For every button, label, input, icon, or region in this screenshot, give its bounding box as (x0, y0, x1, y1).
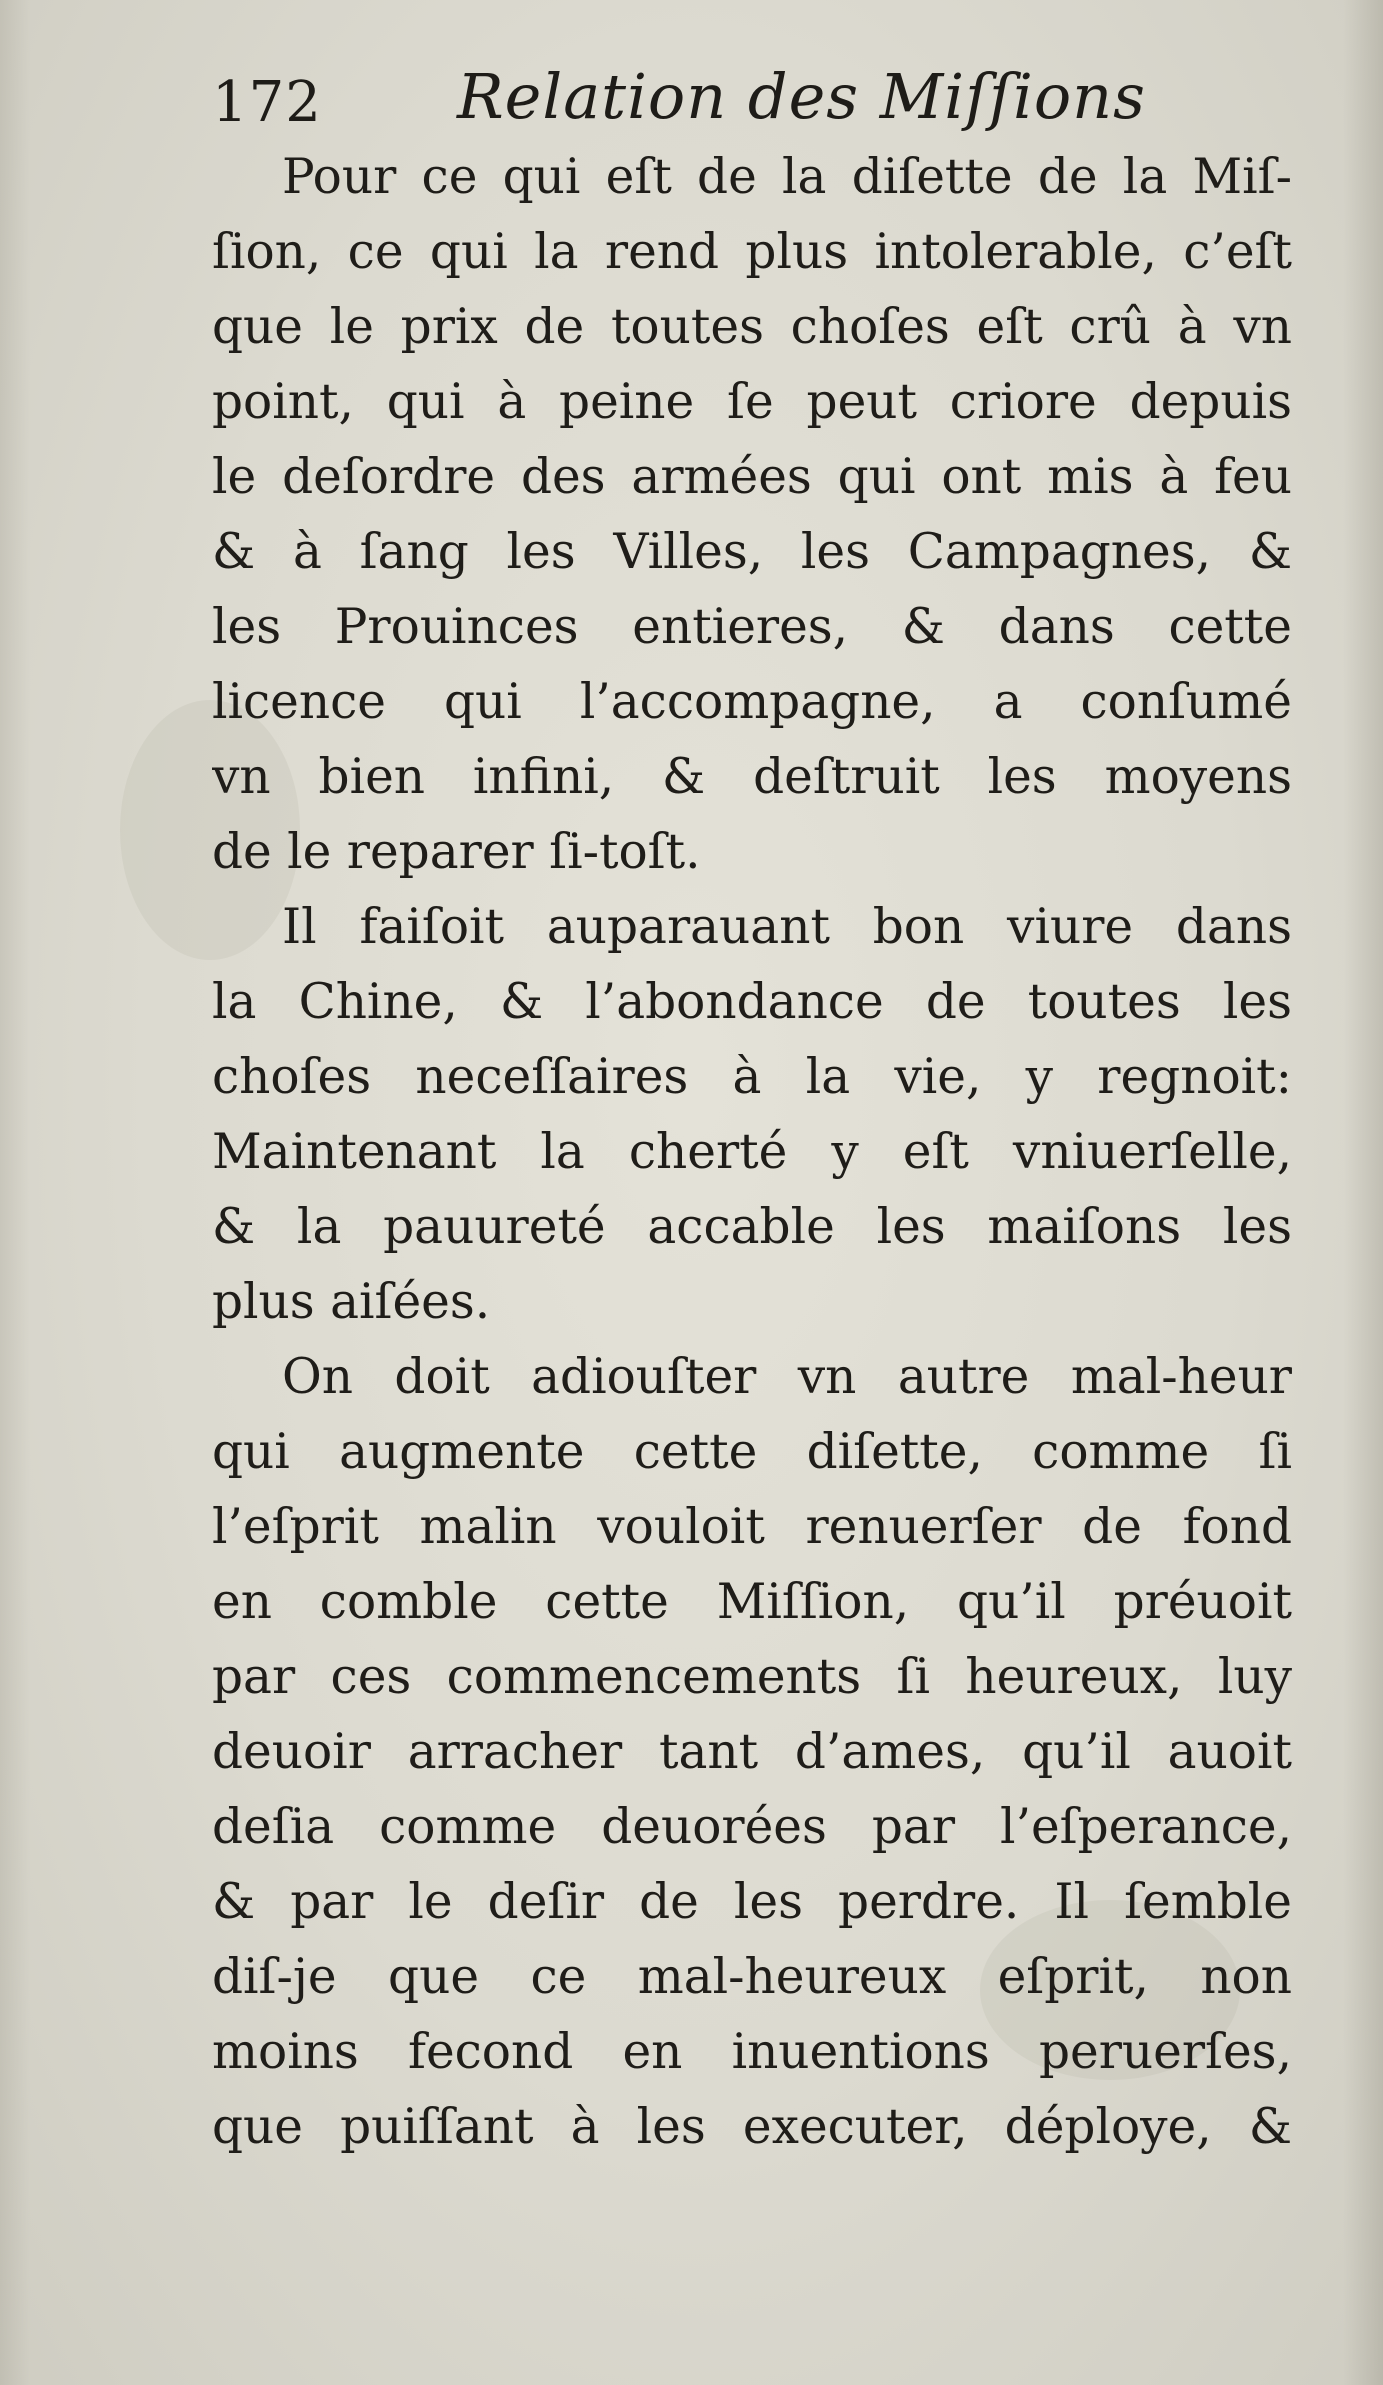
text-line: que le prix de toutes choſes eſt crû à vn (212, 299, 1292, 355)
text-line: deſia comme deuorées par l’eſperance, (212, 1799, 1292, 1855)
text-line: le deſordre des armées qui ont mis à feu (212, 449, 1292, 505)
text-line: moins fecond en inuentions peruerſes, (212, 2024, 1292, 2080)
text-line: Maintenant la cherté y eſt vniuerſelle, (212, 1124, 1292, 1180)
text-line: en comble cette Miſſion, qu’il préuoit (212, 1574, 1292, 1630)
text-line: vn bien infini, & deſtruit les moyens (212, 749, 1292, 805)
page-edge-shadow-left (0, 0, 30, 2385)
text-line: point, qui à peine ſe peut criore depuis (212, 374, 1292, 430)
text-line: de le reparer ſi-toſt. (212, 824, 701, 880)
text-line: par ces commencements ſi heureux, luy (212, 1649, 1292, 1705)
text-line: licence qui l’accompagne, a conſumé (212, 674, 1292, 730)
text-line: la Chine, & l’abondance de toutes les (212, 974, 1292, 1030)
text-line: choſes neceſſaires à la vie, y regnoit: (212, 1049, 1292, 1105)
text-line: & la pauureté accable les maiſons les (212, 1199, 1292, 1255)
text-line: & à ſang les Villes, les Campagnes, & (212, 524, 1292, 580)
running-title: Relation des Miſſions (457, 60, 1146, 133)
text-line: que puiſſant à les executer, déploye, & (212, 2099, 1292, 2155)
text-line: les Prouinces entieres, & dans cette (212, 599, 1292, 655)
running-head (212, 52, 1292, 142)
text-line: ſion, ce qui la rend plus intolerable, c’eſt (212, 224, 1292, 280)
text-line: deuoir arracher tant d’ames, qu’il auoit (212, 1724, 1292, 1780)
text-line: qui augmente cette diſette, comme ſi (212, 1424, 1292, 1480)
text-line: l’eſprit malin vouloit renuerſer de fond (212, 1499, 1292, 1555)
page-edge-shadow-right (1343, 0, 1383, 2385)
text-line: Il faiſoit auparauant bon viure dans (282, 899, 1292, 955)
text-line: On doit adiouſter vn autre mal-heur (282, 1349, 1292, 1405)
body-text (212, 140, 1292, 2165)
text-line: & par le deſir de les perdre. Il ſemble (212, 1874, 1292, 1930)
text-line: Pour ce qui eſt de la diſette de la Miſ- (282, 149, 1292, 205)
text-line: diſ-je que ce mal-heureux eſprit, non (212, 1949, 1292, 2005)
page-number: 172 (212, 70, 322, 135)
text-line: plus aiſées. (212, 1274, 491, 1330)
